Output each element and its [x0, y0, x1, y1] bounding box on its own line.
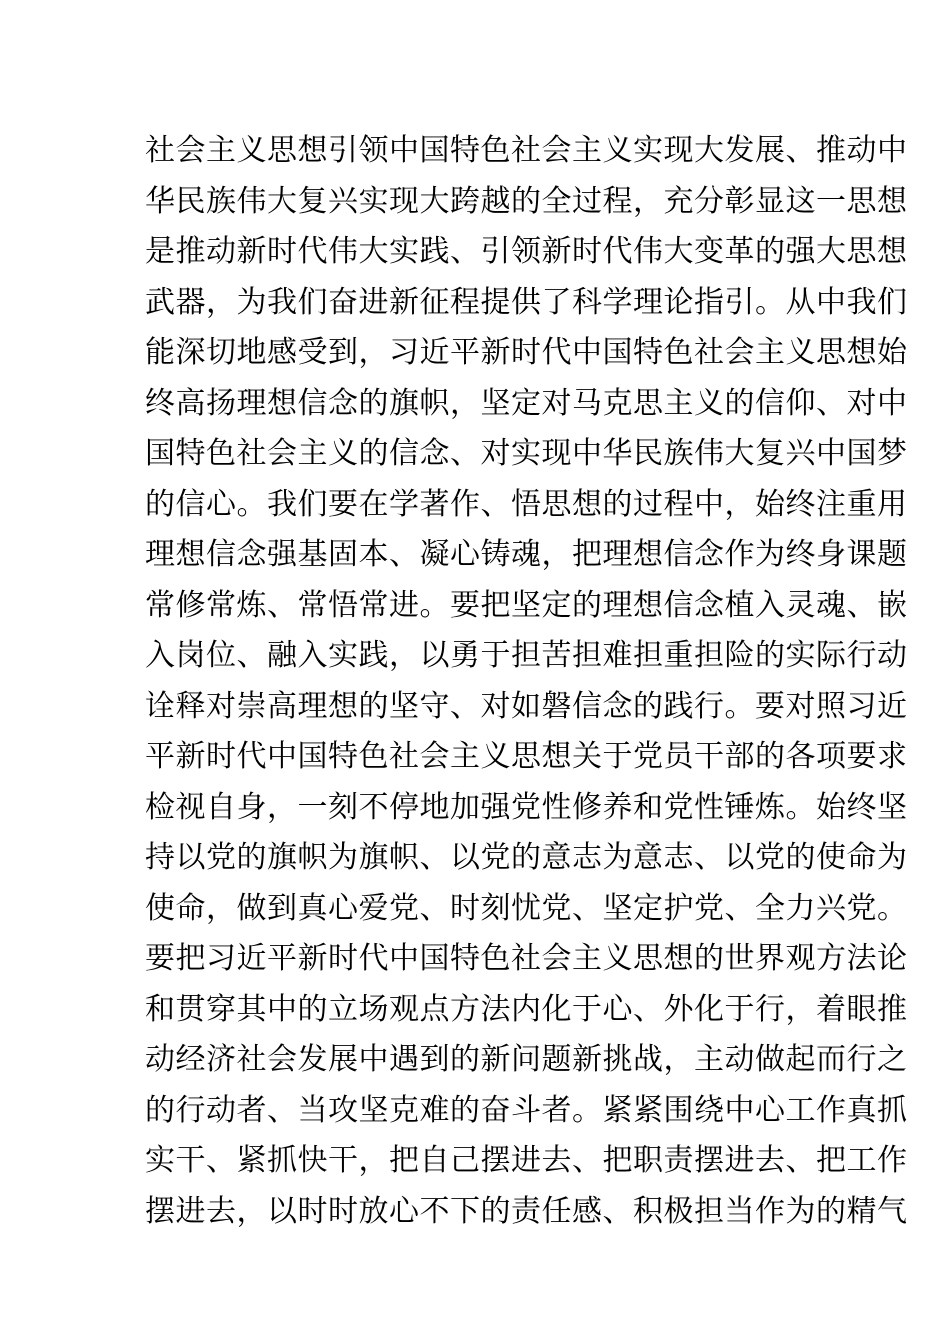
- text-line: 要把习近平新时代中国特色社会主义思想的世界观方法论: [145, 941, 908, 976]
- text-line: 常修常炼、常悟常进。要把坚定的理想信念植入灵魂、嵌: [145, 587, 908, 623]
- text-line: 实干、紧抓快干，把自己摆进去、把职责摆进去、把工作: [145, 1143, 908, 1178]
- text-line: 能深切地感受到，习近平新时代中国特色社会主义思想始: [145, 335, 908, 370]
- text-line: 是推动新时代伟大实践、引领新时代伟大变革的强大思想: [145, 234, 908, 269]
- text-line: 理想信念强基固本、凝心铸魂，把理想信念作为终身课题: [145, 537, 908, 572]
- text-line: 社会主义思想引领中国特色社会主义实现大发展、推动中: [145, 133, 908, 168]
- text-line: 和贯穿其中的立场观点方法内化于心、外化于行，着眼推: [145, 991, 908, 1027]
- text-line: 的信心。我们要在学著作、悟思想的过程中，始终注重用: [145, 486, 908, 522]
- text-line: 国特色社会主义的信念、对实现中华民族伟大复兴中国梦: [145, 436, 908, 471]
- text-line: 检视自身，一刻不停地加强党性修养和党性锤炼。始终坚: [145, 789, 908, 825]
- text-line: 平新时代中国特色社会主义思想关于党员干部的各项要求: [145, 739, 908, 774]
- text-line: 摆进去，以时时放心不下的责任感、积极担当作为的精气: [145, 1193, 908, 1229]
- text-line: 动经济社会发展中遇到的新问题新挑战，主动做起而行之: [145, 1042, 908, 1077]
- text-line: 武器，为我们奋进新征程提供了科学理论指引。从中我们: [145, 284, 908, 320]
- text-line: 诠释对崇高理想的坚守、对如磐信念的践行。要对照习近: [145, 688, 908, 724]
- text-line: 终高扬理想信念的旗帜，坚定对马克思主义的信仰、对中: [145, 385, 908, 421]
- text-line: 使命，做到真心爱党、时刻忧党、坚定护党、全力兴党。: [145, 890, 908, 926]
- text-line: 的行动者、当攻坚克难的奋斗者。紧紧围绕中心工作真抓: [145, 1092, 908, 1128]
- text-line: 持以党的旗帜为旗帜、以党的意志为意志、以党的使命为: [145, 840, 908, 875]
- body-text: [145, 126, 908, 1237]
- text-line: 入岗位、融入实践，以勇于担苦担难担重担险的实际行动: [145, 638, 908, 673]
- text-line: 华民族伟大复兴实现大跨越的全过程，充分彰显这一思想: [145, 183, 908, 219]
